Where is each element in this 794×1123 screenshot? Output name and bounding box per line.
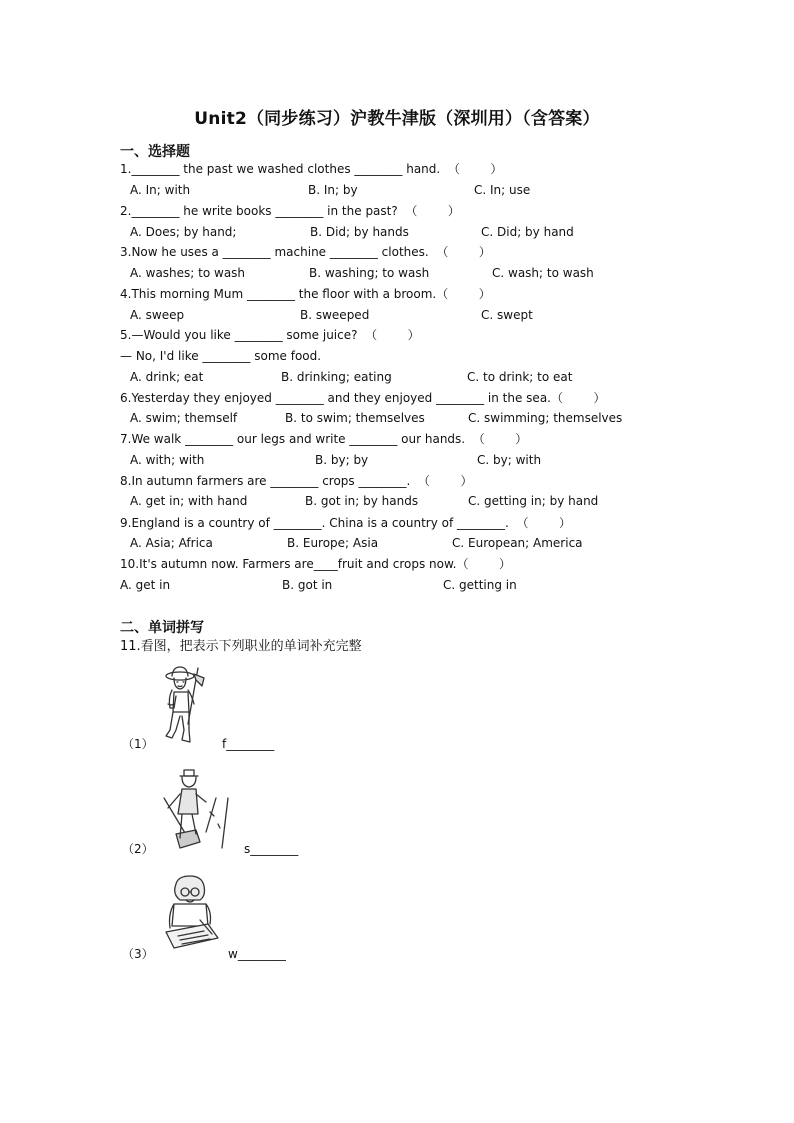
question-10-option-a: A. get in <box>120 578 171 592</box>
question-3-option-a: A. washes; to wash <box>130 266 246 280</box>
section-heading-spelling: 二、单词拼写 <box>120 620 204 636</box>
question-9-option-c: C. European; America <box>452 536 583 550</box>
question-4-option-c: C. swept <box>481 308 533 322</box>
question-8-option-a: A. get in; with hand <box>130 494 248 508</box>
question-5-stem: 5.—Would you like ________ some juice? （ ） <box>120 328 420 342</box>
question-3-stem: 3.Now he uses a ________ machine ________ clothes. （ ） <box>120 245 491 259</box>
q11-item-3-blank: w________ <box>228 947 286 961</box>
question-7-option-c: C. by; with <box>477 453 542 467</box>
question-2-option-b: B. Did; by hands <box>310 225 409 239</box>
page-title: Unit2（同步练习）沪教牛津版（深圳用）（含答案） <box>194 109 600 129</box>
q11-item-2-blank: s________ <box>244 842 299 856</box>
question-5-option-b: B. drinking; eating <box>281 370 392 384</box>
question-6-option-c: C. swimming; themselves <box>468 411 623 425</box>
question-9-option-b: B. Europe; Asia <box>287 536 379 550</box>
question-1-option-b: B. In; by <box>308 183 358 197</box>
q11-item-2-number: （2） <box>122 842 154 856</box>
question-2-option-a: A. Does; by hand; <box>130 225 237 239</box>
question-9-option-a: A. Asia; Africa <box>130 536 213 550</box>
farmer-icon <box>158 664 216 748</box>
question-2-stem: 2.________ he write books ________ in the past? （ ） <box>120 204 460 218</box>
question-5-stem-reply: — No, I'd like ________ some food. <box>120 349 322 363</box>
writer-icon <box>160 874 222 958</box>
question-4-option-a: A. sweep <box>130 308 185 322</box>
question-7-stem: 7.We walk ________ our legs and write ________ our hands. （ ） <box>120 432 528 446</box>
question-1-option-a: A. In; with <box>130 183 191 197</box>
sweeper-icon <box>156 768 236 854</box>
question-5-option-a: A. drink; eat <box>130 370 204 384</box>
question-10-stem: 10.It's autumn now. Farmers are____fruit and crops now.（ ） <box>120 557 512 571</box>
question-1-stem: 1.________ the past we washed clothes ________ hand. （ ） <box>120 162 503 176</box>
q11-item-3-number: （3） <box>122 947 154 961</box>
question-5-option-c: C. to drink; to eat <box>467 370 573 384</box>
question-3-option-c: C. wash; to wash <box>492 266 594 280</box>
question-7-option-b: B. by; by <box>315 453 369 467</box>
question-1-option-c: C. In; use <box>474 183 531 197</box>
question-7-option-a: A. with; with <box>130 453 205 467</box>
question-6-option-b: B. to swim; themselves <box>285 411 425 425</box>
question-3-option-b: B. washing; to wash <box>309 266 430 280</box>
question-4-stem: 4.This morning Mum ________ the floor with a broom.（ ） <box>120 287 491 301</box>
question-10-option-c: C. getting in <box>443 578 517 592</box>
question-9-stem: 9.England is a country of ________. China is a country of ________. （ ） <box>120 516 571 530</box>
section-heading-choice: 一、选择题 <box>120 144 190 160</box>
q11-item-1-number: （1） <box>122 737 154 751</box>
question-8-option-b: B. got in; by hands <box>305 494 419 508</box>
question-10-option-b: B. got in <box>282 578 333 592</box>
question-6-stem: 6.Yesterday they enjoyed ________ and they enjoyed ________ in the sea.（ ） <box>120 391 606 405</box>
question-2-option-c: C. Did; by hand <box>481 225 574 239</box>
question-11-stem: 11.看图，把表示下列职业的单词补充完整 <box>120 639 362 654</box>
question-6-option-a: A. swim; themself <box>130 411 238 425</box>
q11-item-1-blank: f________ <box>222 737 275 751</box>
question-8-stem: 8.In autumn farmers are ________ crops ________. （ ） <box>120 474 473 488</box>
question-8-option-c: C. getting in; by hand <box>468 494 599 508</box>
question-4-option-b: B. sweeped <box>300 308 370 322</box>
